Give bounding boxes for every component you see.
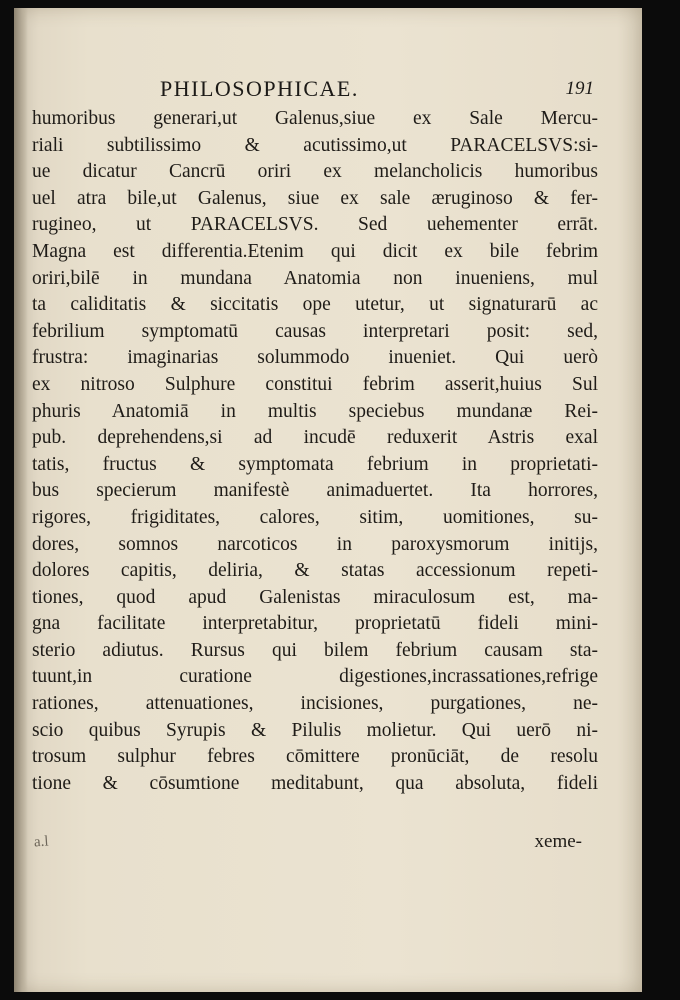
text-line: rugineo, ut PARACELSVS. Sed uehementer errāt. bbox=[32, 214, 598, 236]
catchword: xeme- bbox=[534, 831, 582, 852]
text-line: pub. deprehendens,si ad incudē reduxerit Astris exal bbox=[32, 427, 598, 449]
text-line: sterio adiutus. Rursus qui bilem febrium causam sta- bbox=[32, 639, 598, 661]
text-line: riali subtilissimo & acutissimo,ut PARACELSVS:si- bbox=[32, 134, 598, 156]
text-line: uel atra bile,ut Galenus, siue ex sale æruginoso & fer- bbox=[32, 187, 598, 209]
text-line: gna facilitate interpretabitur, proprietatū fideli mini- bbox=[32, 613, 598, 635]
text-line: dores, somnos narcoticos in paroxysmorum initijs, bbox=[32, 533, 598, 555]
text-line: rigores, frigiditates, calores, sitim, uomitiones, su- bbox=[32, 506, 598, 528]
page-header bbox=[14, 76, 642, 106]
text-line: bus specierum manifestè animaduertet. Ita horrores, bbox=[32, 480, 598, 502]
text-line: oriri,bilē in mundana Anatomia non inueniens, mul bbox=[32, 267, 598, 289]
book-page bbox=[14, 8, 642, 992]
text-line: Magna est differentia.Etenim qui dicit ex bile febrim bbox=[32, 240, 598, 262]
text-line: ue dicatur Cancrū oriri ex melancholicis humoribus bbox=[32, 161, 598, 183]
text-line: febrilium symptomatū causas interpretari posit: sed, bbox=[32, 320, 598, 342]
text-line: tuunt,in curatione digestiones,incrassationes,refrige bbox=[32, 666, 598, 688]
text-line: ex nitroso Sulphure constitui febrim asserit,huius Sul bbox=[32, 373, 598, 395]
text-line: phuris Anatomiā in multis speciebus mundanæ Rei- bbox=[32, 400, 598, 422]
text-line: rationes, attenuationes, incisiones, purgationes, ne- bbox=[32, 693, 598, 715]
text-line: tatis, fructus & symptomata febrium in proprietati- bbox=[32, 453, 598, 475]
body-text bbox=[32, 106, 598, 797]
text-line: scio quibus Syrupis & Pilulis molietur. Qui uerō ni- bbox=[32, 719, 598, 741]
text-line: frustra: imaginarias solummodo inueniet. Qui uerò bbox=[32, 347, 598, 369]
text-line: tione & cōsumtione meditabunt, qua absoluta, fideli bbox=[32, 772, 598, 794]
text-line: humoribus generari,ut Galenus,siue ex Sale Mercu- bbox=[32, 108, 598, 129]
page-number: 191 bbox=[565, 78, 594, 99]
signature-mark: a.l bbox=[33, 833, 50, 851]
running-head: PHILOSOPHICAE. bbox=[160, 76, 359, 101]
text-line: trosum sulphur febres cōmittere pronūciāt, de resolu bbox=[32, 746, 598, 768]
text-line: tiones, quod apud Galenistas miraculosum est, ma- bbox=[32, 586, 598, 608]
text-line: dolores capitis, deliria, & statas accessionum repeti- bbox=[32, 560, 598, 582]
text-line: ta caliditatis & siccitatis ope utetur, ut signaturarū ac bbox=[32, 294, 598, 316]
